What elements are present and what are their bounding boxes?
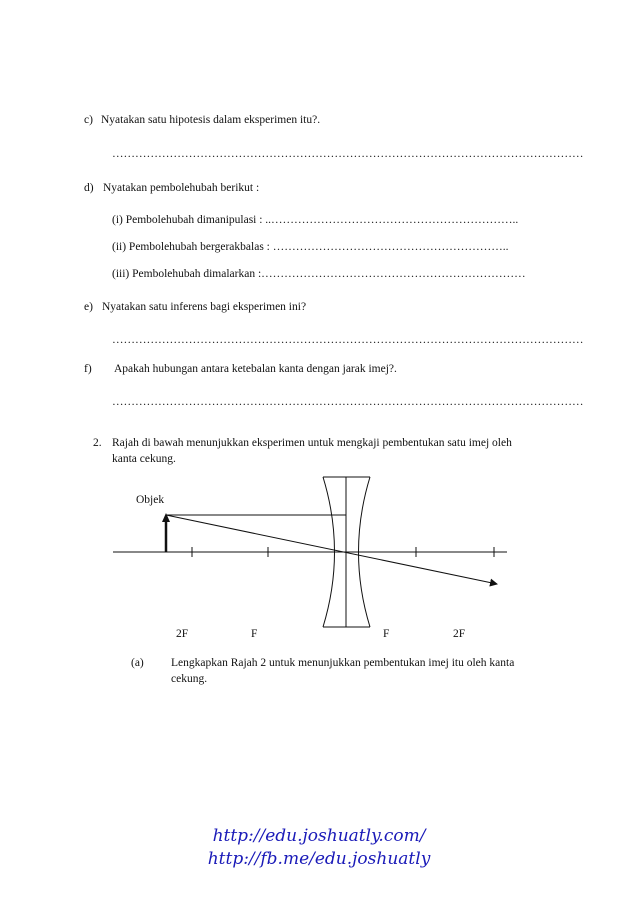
object-arrowhead xyxy=(162,513,170,522)
label-2f-left: 2F xyxy=(176,628,189,640)
footer-link-facebook[interactable]: http://fb.me/edu.joshuatly xyxy=(207,849,431,869)
question-f-text: Apakah hubungan antara ketebalan kanta dengan jarak imej?. xyxy=(114,363,397,375)
question-2-line2: kanta cekung. xyxy=(112,453,176,465)
variable-manipulated: (i) Pembolehubah dimanipulasi : ..……………………………………………………….. xyxy=(112,214,519,226)
answer-line-f: …………………………………………………………………………………………………………… xyxy=(112,396,584,408)
variable-responding: (ii) Pembolehubah bergerakbalas : …………………………………………………….. xyxy=(112,241,509,253)
question-2a-label: (a) xyxy=(131,657,144,669)
question-c-text: Nyatakan satu hipotesis dalam eksperimen itu?. xyxy=(101,114,321,126)
question-2-line1: Rajah di bawah menunjukkan eksperimen untuk mengkaji pembentukan satu imej oleh xyxy=(112,437,512,449)
question-2-number: 2. xyxy=(93,437,102,449)
question-d-label: d) xyxy=(84,182,94,194)
question-e-text: Nyatakan satu inferens bagi eksperimen ini? xyxy=(102,301,307,313)
answer-line-c: …………………………………………………………………………………………………………… xyxy=(112,148,584,160)
label-f-right: F xyxy=(383,628,390,640)
variable-fixed: (iii) Pembolehubah dimalarkan :…………………………………………………………… xyxy=(112,268,526,280)
footer-link-website[interactable]: http://edu.joshuatly.com/ xyxy=(212,826,426,846)
question-2a-line2: cekung. xyxy=(171,673,208,685)
question-d-text: Nyatakan pembolehubah berikut : xyxy=(103,182,260,194)
central-ray xyxy=(166,515,497,584)
question-c-label: c) xyxy=(84,114,93,126)
question-2a-line1: Lengkapkan Rajah 2 untuk menunjukkan pembentukan imej itu oleh kanta xyxy=(171,657,515,669)
answer-line-e: …………………………………………………………………………………………………………… xyxy=(112,334,584,346)
question-e-label: e) xyxy=(84,301,93,313)
question-f-label: f) xyxy=(84,363,92,375)
ray-diagram xyxy=(0,480,638,645)
object-label: Objek xyxy=(136,494,165,506)
label-f-left: F xyxy=(251,628,258,640)
label-2f-right: 2F xyxy=(453,628,466,640)
